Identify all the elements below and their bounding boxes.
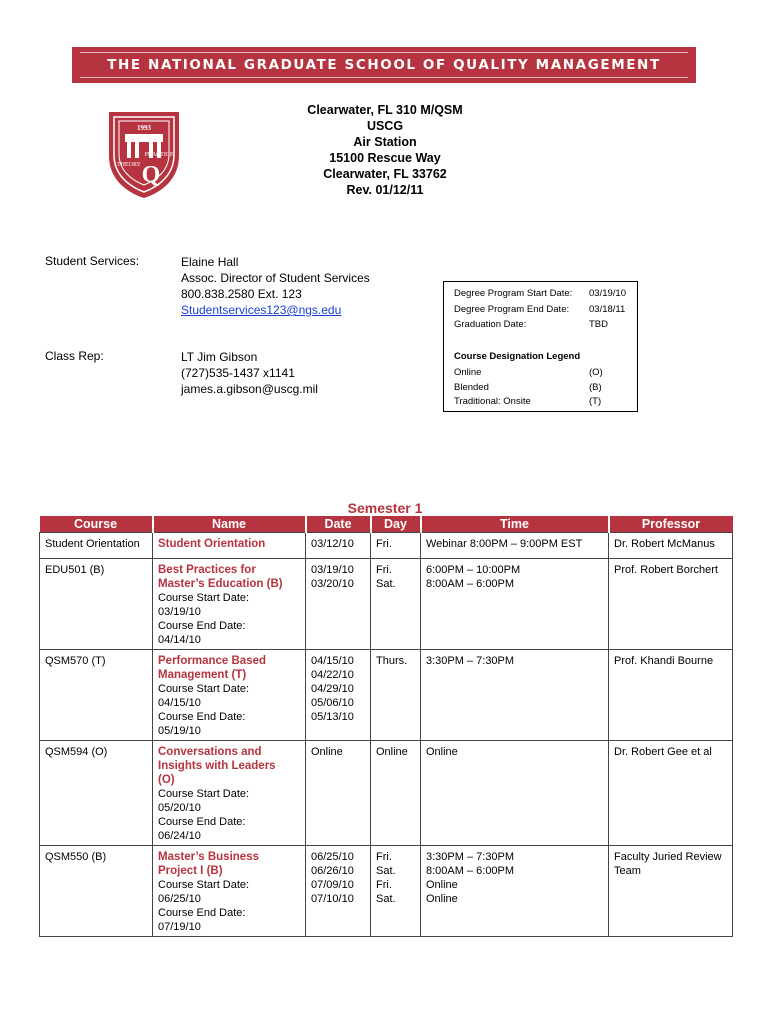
- legend-title: Course Designation Legend: [454, 351, 581, 362]
- professor-name: Faculty Juried Review: [614, 851, 722, 863]
- student-services-name: Elaine Hall: [181, 255, 239, 269]
- class-time: Online: [426, 893, 458, 905]
- school-seal-logo: [105, 108, 183, 200]
- column-header-name: Name: [153, 516, 306, 533]
- graduation-value: TBD: [589, 319, 608, 330]
- course-name-line: Student Orientation: [158, 538, 266, 550]
- program-start-label: Degree Program Start Date:: [454, 288, 573, 299]
- header-city: Clearwater, FL 33762: [323, 167, 447, 181]
- table-row: [40, 559, 733, 650]
- class-date: 04/29/10: [311, 683, 354, 695]
- class-date: 06/25/10: [311, 851, 354, 863]
- student-services-contact: [181, 254, 370, 318]
- date-cell: [306, 650, 371, 741]
- class-day: Sat.: [376, 893, 396, 905]
- legend-item-label: Traditional: Onsite: [454, 396, 531, 407]
- course-detail-line: 05/20/10: [158, 802, 201, 814]
- student-services-label: Student Services:: [45, 254, 140, 268]
- class-date: 03/20/10: [311, 578, 354, 590]
- course-name-line: Master’s Education (B): [158, 578, 283, 590]
- course-detail-line: 04/14/10: [158, 634, 201, 646]
- class-date: 06/26/10: [311, 865, 354, 877]
- course-detail-line: 05/19/10: [158, 725, 201, 737]
- class-rep-phone: (727)535-1437 x1141: [181, 366, 295, 380]
- course-detail-line: Course End Date:: [158, 711, 246, 723]
- course-code-cell: [40, 741, 153, 846]
- class-day: Fri.: [376, 538, 392, 550]
- class-time: Online: [426, 879, 458, 891]
- class-date: 04/15/10: [311, 655, 354, 667]
- legend-item-label: Online: [454, 367, 482, 378]
- program-end-value: 03/18/11: [589, 304, 626, 315]
- course-code-cell: [40, 846, 153, 937]
- semester-title: Semester 1: [347, 500, 423, 516]
- class-time: 3:30PM – 7:30PM: [426, 655, 515, 667]
- course-name-line: Performance Based: [158, 655, 267, 667]
- course-detail-line: 07/19/10: [158, 921, 201, 933]
- course-code: EDU501 (B): [45, 564, 105, 576]
- course-name-cell: [153, 559, 306, 650]
- class-time: Webinar 8:00PM – 9:00PM EST: [426, 538, 583, 550]
- seal-theory-text: THEORY: [117, 162, 141, 168]
- header-site: Air Station: [353, 135, 417, 149]
- date-cell: [306, 741, 371, 846]
- class-rep-email: james.a.gibson@uscg.mil: [181, 382, 318, 396]
- date-cell: [306, 559, 371, 650]
- course-detail-line: Course Start Date:: [158, 879, 250, 891]
- professor-cell: [609, 846, 733, 937]
- header-location: Clearwater, FL 310 M/QSM: [307, 103, 463, 117]
- student-services-email-link[interactable]: Studentservices123@ngs.edu: [181, 303, 342, 317]
- course-detail-line: Course End Date:: [158, 816, 246, 828]
- course-schedule-table: [39, 516, 733, 937]
- course-detail-line: Course Start Date:: [158, 683, 250, 695]
- course-code-cell: [40, 533, 153, 559]
- class-date: 07/10/10: [311, 893, 354, 905]
- program-header: [250, 102, 520, 198]
- class-date: 03/12/10: [311, 538, 354, 550]
- header-org: USCG: [366, 119, 404, 133]
- day-cell: [371, 559, 421, 650]
- class-day: Thurs.: [376, 655, 408, 667]
- class-day: Online: [376, 746, 408, 758]
- day-cell: [371, 533, 421, 559]
- course-name-line: Best Practices for: [158, 564, 256, 576]
- student-services-phone: 800.838.2580 Ext. 123: [181, 287, 302, 301]
- course-code-cell: [40, 650, 153, 741]
- day-cell: [371, 846, 421, 937]
- legend-item-code: (B): [589, 382, 602, 393]
- course-code: QSM570 (T): [45, 655, 106, 667]
- column-header-time: Time: [421, 516, 609, 533]
- column-header-course: Course: [40, 516, 153, 533]
- table-row: [40, 650, 733, 741]
- course-name-cell: [153, 533, 306, 559]
- course-code: QSM594 (O): [45, 746, 108, 758]
- table-row: [40, 741, 733, 846]
- seal-year: 1993: [137, 124, 151, 132]
- class-date: 04/22/10: [311, 669, 354, 681]
- legend-item-label: Blended: [454, 382, 489, 393]
- professor-name: Dr. Robert Gee et al: [614, 746, 712, 758]
- class-time: 3:30PM – 7:30PM: [426, 851, 515, 863]
- seal-q-letter: Q: [141, 162, 161, 188]
- table-header-row: [40, 516, 733, 533]
- professor-name: Dr. Robert McManus: [614, 538, 715, 550]
- program-start-value: 03/19/10: [589, 288, 626, 299]
- course-detail-line: 03/19/10: [158, 606, 201, 618]
- class-time: 8:00AM – 6:00PM: [426, 578, 515, 590]
- course-name-line: Project I (B): [158, 865, 223, 877]
- professor-cell: [609, 533, 733, 559]
- legend-item-code: (O): [589, 367, 603, 378]
- school-banner: [72, 47, 696, 83]
- table-row: [40, 846, 733, 937]
- class-date: 03/19/10: [311, 564, 354, 576]
- program-end-label: Degree Program End Date:: [454, 304, 570, 315]
- professor-name: Prof. Khandi Bourne: [614, 655, 714, 667]
- table-row: [40, 533, 733, 559]
- course-name-line: Insights with Leaders: [158, 760, 276, 772]
- time-cell: [421, 533, 609, 559]
- course-code: QSM550 (B): [45, 851, 107, 863]
- seal-practice-text: PRACTICE: [144, 152, 174, 158]
- class-day: Fri.: [376, 564, 392, 576]
- header-revision: Rev. 01/12/11: [346, 183, 424, 197]
- date-cell: [306, 846, 371, 937]
- professor-cell: [609, 650, 733, 741]
- course-name-line: (O): [158, 774, 175, 786]
- course-detail-line: Course End Date:: [158, 620, 246, 632]
- professor-cell: [609, 559, 733, 650]
- class-day: Sat.: [376, 865, 396, 877]
- time-cell: [421, 846, 609, 937]
- student-services-title: Assoc. Director of Student Services: [181, 271, 370, 285]
- course-detail-line: Course Start Date:: [158, 592, 250, 604]
- header-street: 15100 Rescue Way: [329, 151, 441, 165]
- class-rep-contact: [181, 349, 318, 397]
- class-date: 05/06/10: [311, 697, 354, 709]
- class-time: 6:00PM – 10:00PM: [426, 564, 521, 576]
- course-name-cell: [153, 650, 306, 741]
- table-body: [40, 533, 733, 937]
- class-time: Online: [426, 746, 458, 758]
- course-detail-line: 06/25/10: [158, 893, 201, 905]
- column-header-day: Day: [371, 516, 421, 533]
- column-header-professor: Professor: [609, 516, 733, 533]
- course-detail-line: Course Start Date:: [158, 788, 250, 800]
- day-cell: [371, 741, 421, 846]
- professor-name: Team: [614, 865, 641, 877]
- time-cell: [421, 559, 609, 650]
- time-cell: [421, 741, 609, 846]
- program-info-box: [443, 281, 638, 412]
- legend-item-code: (T): [589, 396, 602, 407]
- course-name-line: Management (T): [158, 669, 247, 681]
- course-name-line: Conversations and: [158, 746, 262, 758]
- graduation-label: Graduation Date:: [454, 319, 527, 330]
- class-rep-label: Class Rep:: [45, 349, 104, 363]
- professor-cell: [609, 741, 733, 846]
- course-detail-line: 06/24/10: [158, 830, 201, 842]
- class-date: 07/09/10: [311, 879, 354, 891]
- professor-name: Prof. Robert Borchert: [614, 564, 718, 576]
- class-time: 8:00AM – 6:00PM: [426, 865, 515, 877]
- class-day: Fri.: [376, 851, 392, 863]
- course-code: Student Orientation: [45, 538, 140, 550]
- course-detail-line: Course End Date:: [158, 907, 246, 919]
- class-rep-name: LT Jim Gibson: [181, 350, 258, 364]
- class-day: Sat.: [376, 578, 396, 590]
- date-cell: [306, 533, 371, 559]
- course-name-cell: [153, 846, 306, 937]
- day-cell: [371, 650, 421, 741]
- time-cell: [421, 650, 609, 741]
- column-header-date: Date: [306, 516, 371, 533]
- course-detail-line: 04/15/10: [158, 697, 201, 709]
- course-name-line: Master’s Business: [158, 851, 259, 863]
- banner-title: THE NATIONAL GRADUATE SCHOOL OF QUALITY MANAGEMENT: [80, 52, 688, 78]
- course-code-cell: [40, 559, 153, 650]
- course-name-cell: [153, 741, 306, 846]
- class-date: Online: [311, 746, 343, 758]
- class-day: Fri.: [376, 879, 392, 891]
- class-date: 05/13/10: [311, 711, 354, 723]
